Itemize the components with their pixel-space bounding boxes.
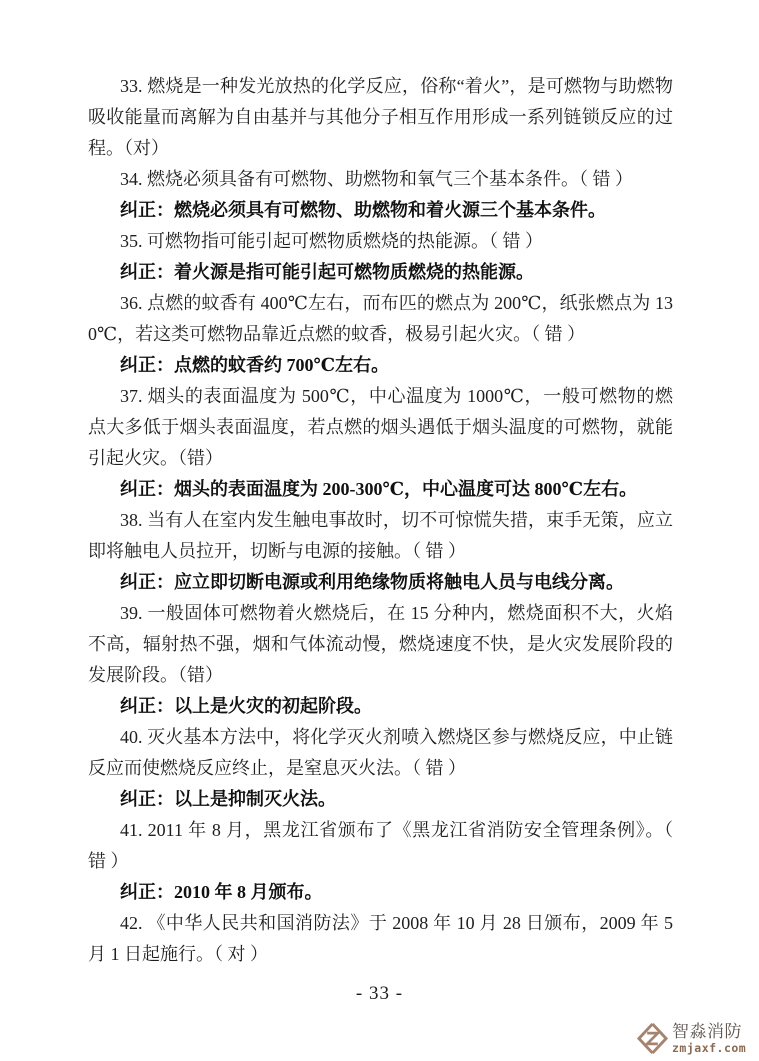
- correction-item-1: 纠正：燃烧必须具有可燃物、助燃物和着火源三个基本条件。: [120, 200, 606, 220]
- question-item-2: 35. 可燃物指可能引起可燃物质燃烧的热能源。（ 错 ）: [120, 231, 543, 251]
- watermark-text-block: [672, 1023, 746, 1055]
- correction-item-8: 纠正：2010 年 8 月颁布。: [120, 882, 323, 902]
- correction-item-6: 纠正：以上是火灾的初起阶段。: [120, 696, 372, 716]
- watermark-domain-text: zmjaxf.com: [672, 1040, 747, 1055]
- question-item-6: 39. 一般固体可燃物着火燃烧后，在 15 分种内，燃烧面积不大，火焰不高，辐射热不强，烟和气体流动慢，燃烧速度不快，是火灾发展阶段的发展阶段。（错）: [88, 603, 673, 685]
- correction-item-5: 纠正：应立即切断电源或利用绝缘物质将触电人员与电线分离。: [120, 572, 624, 592]
- page-number: - 33 -: [355, 983, 404, 1004]
- question-item-9: 42. 《中华人民共和国消防法》于 2008 年 10 月 28 日颁布，2009 年 5 月 1 日起施行。（ 对 ）: [88, 913, 673, 964]
- question-item-5: 38. 当有人在室内发生触电事故时，切不可惊慌失措，束手无策，应立即将触电人员拉开，切断与电源的接触。（ 错 ）: [88, 510, 673, 561]
- correction-item-2: 纠正：着火源是指可能引起可燃物质燃烧的热能源。: [120, 262, 534, 282]
- question-item-8: 41. 2011 年 8 月，黑龙江省颁布了《黑龙江省消防安全管理条例》。（ 错 ）: [88, 820, 673, 871]
- question-item-0: 33. 燃烧是一种发光放热的化学反应，俗称“着火”，是可燃物与助燃物吸收能量而离解为自由基并与其他分子相互作用形成一系列链锁反应的过程。（对）: [88, 76, 673, 158]
- watermark-brand-text: 智淼消防: [672, 1021, 742, 1041]
- correction-item-3: 纠正：点燃的蚊香约 700℃左右。: [120, 355, 390, 375]
- question-list: [88, 71, 673, 970]
- question-item-3: 36. 点燃的蚊香有 400℃左右，而布匹的燃点为 200℃，纸张燃点为 130℃，若这类可燃物品靠近点燃的蚊香，极易引起火灾。（ 错 ）: [88, 293, 673, 344]
- correction-item-4: 纠正：烟头的表面温度为 200-300℃，中心温度可达 800℃左右。: [120, 479, 638, 499]
- question-item-1: 34. 燃烧必须具备有可燃物、助燃物和氧气三个基本条件。（ 错 ）: [120, 169, 633, 189]
- question-item-7: 40. 灭火基本方法中，将化学灭火剂喷入燃烧区参与燃烧反应，中止链反应而使燃烧反应终止，是窒息灭火法。（ 错 ）: [88, 727, 673, 778]
- zhimiao-logo-icon: [636, 1021, 669, 1056]
- watermark: [636, 1021, 746, 1056]
- question-item-4: 37. 烟头的表面温度为 500℃，中心温度为 1000℃，一般可燃物的燃点大多低于烟头表面温度，若点燃的烟头遇低于烟头温度的可燃物，就能引起火灾。（错）: [88, 386, 673, 468]
- correction-item-7: 纠正：以上是抑制灭火法。: [120, 789, 336, 809]
